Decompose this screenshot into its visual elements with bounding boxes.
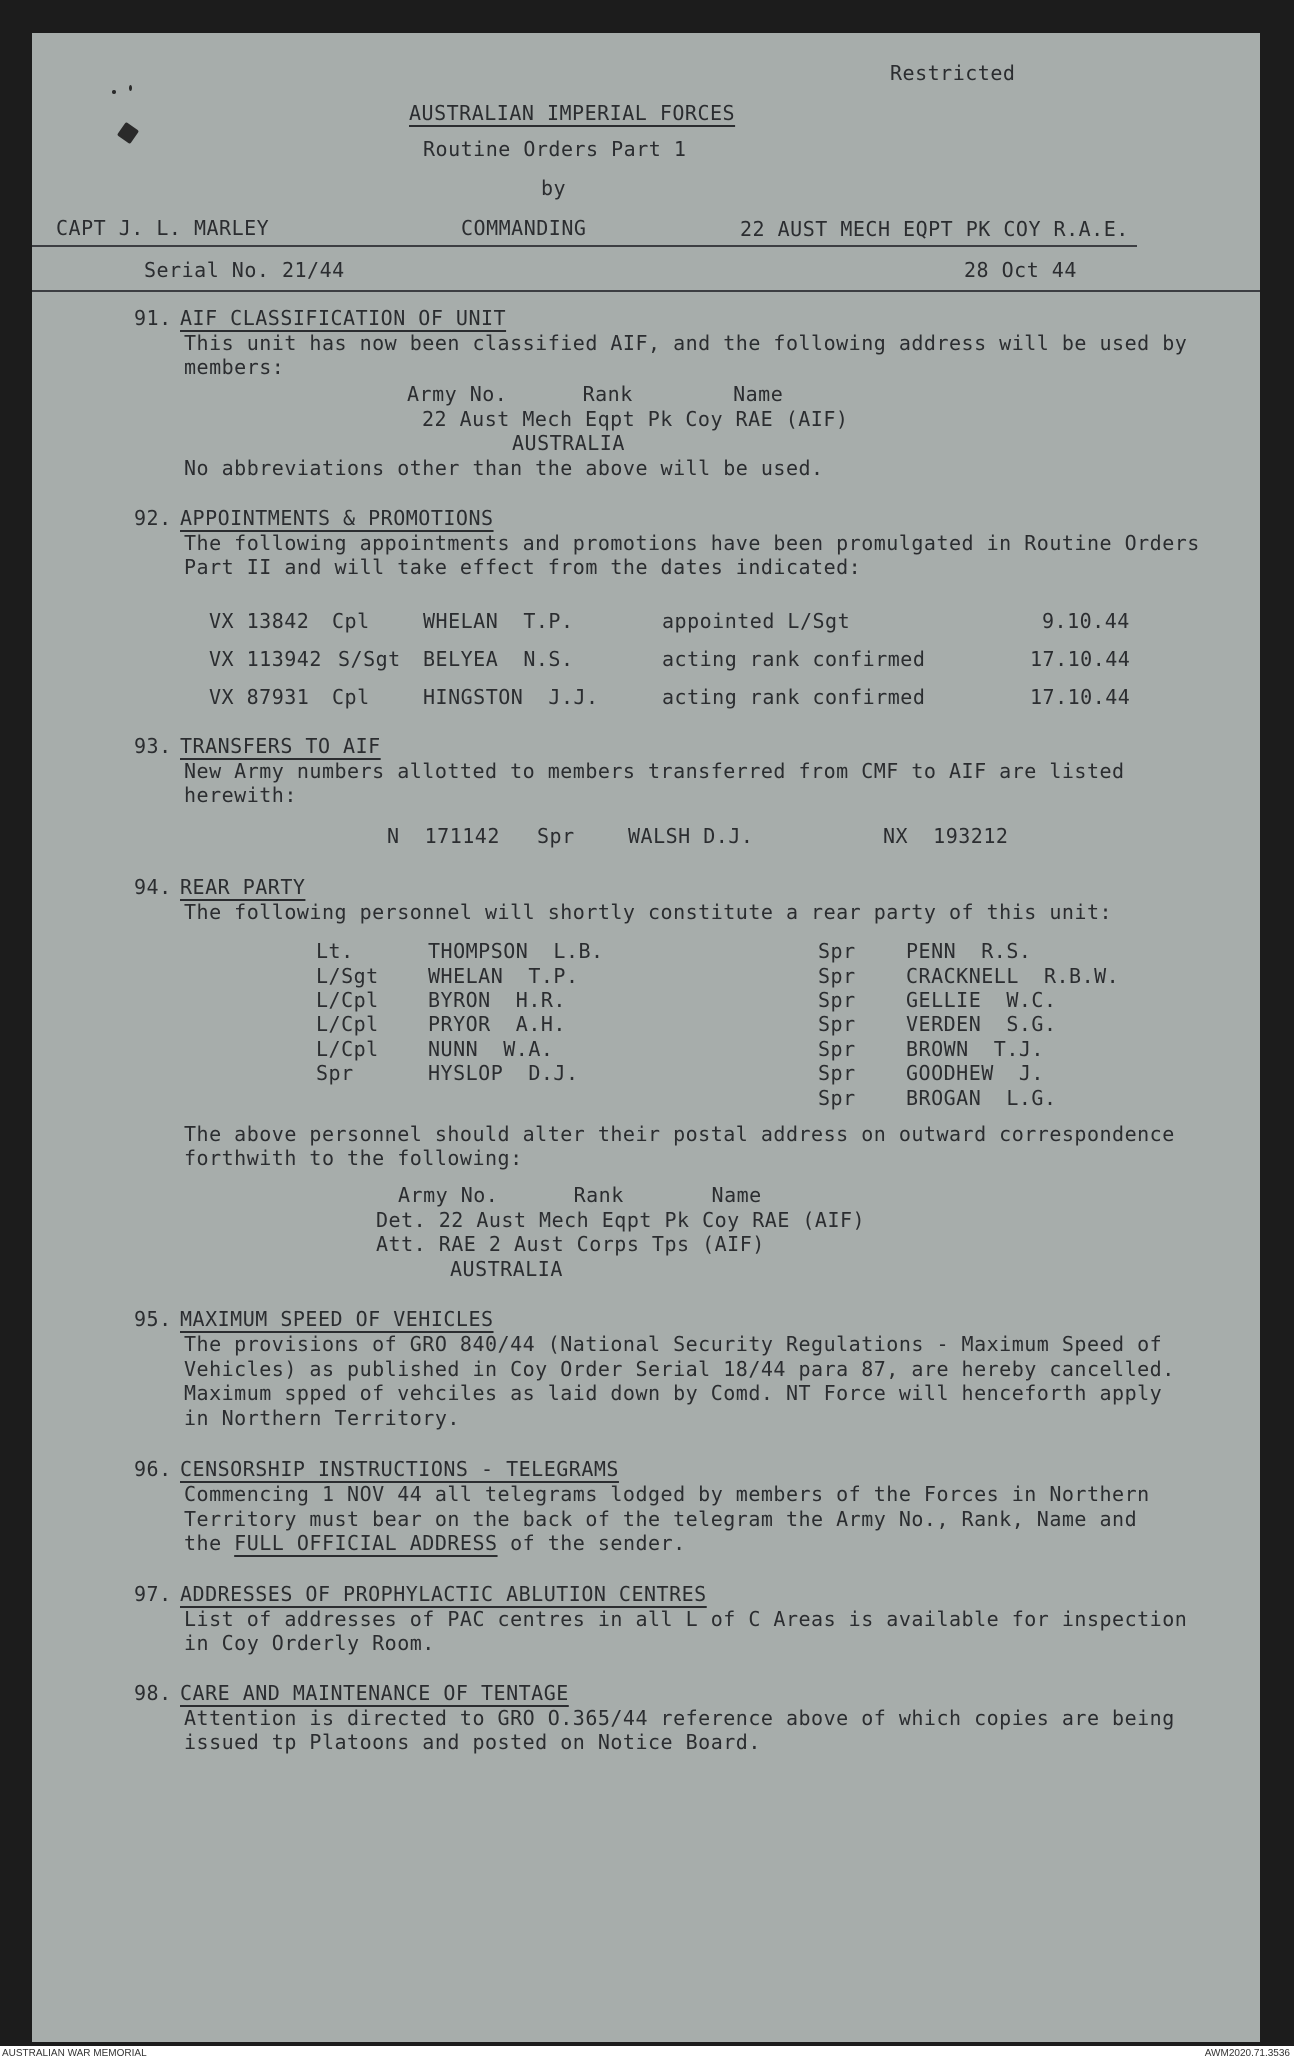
document-title: AUSTRALIAN IMPERIAL FORCES	[409, 101, 736, 125]
section-title: TRANSFERS TO AIF	[180, 734, 381, 758]
member-name: WHELAN T.P.	[428, 964, 579, 988]
header-rule	[32, 245, 1137, 247]
body-text: New Army numbers allotted to members transferred from CMF to AIF are listed	[184, 759, 1125, 783]
classification-label: Restricted	[890, 61, 1016, 85]
commanding-label: COMMANDING	[461, 216, 587, 240]
body-text: forthwith to the following:	[184, 1146, 523, 1170]
rank: L/Cpl	[316, 1012, 379, 1036]
text-fragment: the	[184, 1531, 235, 1555]
rank: Spr	[818, 1086, 856, 1110]
body-text: in Northern Territory.	[184, 1406, 460, 1430]
ink-speck	[129, 85, 132, 91]
member-name: THOMPSON L.B.	[428, 939, 604, 963]
effective-date: 9.10.44	[1042, 609, 1130, 633]
rank: Spr	[818, 1061, 856, 1085]
address-line: 22 Aust Mech Eqpt Pk Coy RAE (AIF)	[422, 407, 849, 431]
section-number: 91.	[134, 306, 172, 330]
member-name: PENN R.S.	[906, 939, 1032, 963]
archive-footer	[0, 2048, 1294, 2061]
rank: L/Sgt	[316, 964, 379, 988]
archive-name: AUSTRALIAN WAR MEMORIAL	[2, 2048, 147, 2059]
rank: Spr	[818, 1012, 856, 1036]
army-number: VX 113942	[209, 647, 322, 671]
body-text: members:	[184, 355, 285, 379]
rank: Spr	[818, 964, 856, 988]
body-text: This unit has now been classified AIF, and the following address will be used by	[184, 331, 1188, 355]
rank: Spr	[537, 824, 575, 848]
address-line: Det. 22 Aust Mech Eqpt Pk Coy RAE (AIF)	[376, 1208, 866, 1232]
body-text: in Coy Orderly Room.	[184, 1631, 435, 1655]
action: acting rank confirmed	[662, 685, 926, 709]
rank: Spr	[818, 988, 856, 1012]
ink-speck	[112, 90, 116, 94]
header-rule	[32, 290, 1260, 292]
member-name: VERDEN S.G.	[906, 1012, 1057, 1036]
address-line: Att. RAE 2 Aust Corps Tps (AIF)	[376, 1232, 765, 1256]
unit-name: 22 AUST MECH EQPT PK COY R.A.E.	[740, 217, 1129, 241]
old-army-number: N 171142	[387, 824, 500, 848]
by-label: by	[541, 176, 567, 200]
section-title: AIF CLASSIFICATION OF UNIT	[180, 306, 507, 330]
archive-reference: AWM2020.71.3536	[1204, 2048, 1290, 2059]
member-name: NUNN W.A.	[428, 1037, 554, 1061]
member-name: BROGAN L.G.	[906, 1086, 1057, 1110]
body-text: Part II and will take effect from the dates indicated:	[184, 555, 862, 579]
body-text: The following personnel will shortly constitute a rear party of this unit:	[184, 900, 1113, 924]
section-title: CENSORSHIP INSTRUCTIONS - TELEGRAMS	[180, 1457, 619, 1481]
rank: Cpl	[332, 609, 370, 633]
army-number: VX 87931	[209, 685, 310, 709]
member-name: CRACKNELL R.B.W.	[906, 964, 1120, 988]
member-name: WHELAN T.P.	[423, 609, 574, 633]
section-title: MAXIMUM SPEED OF VEHICLES	[180, 1307, 494, 1331]
member-name: WALSH D.J.	[628, 824, 754, 848]
section-title: ADDRESSES OF PROPHYLACTIC ABLUTION CENTRES	[180, 1582, 707, 1606]
officer-name: CAPT J. L. MARLEY	[56, 216, 270, 240]
text-fragment: of the sender.	[497, 1531, 686, 1555]
ink-mark	[117, 122, 139, 144]
rank: Spr	[818, 1037, 856, 1061]
effective-date: 17.10.44	[1030, 647, 1131, 671]
section-number: 95.	[134, 1307, 172, 1331]
member-name: HINGSTON J.J.	[423, 685, 599, 709]
body-text: issued tp Platoons and posted on Notice Board.	[184, 1730, 761, 1754]
section-number: 94.	[134, 875, 172, 899]
section-number: 97.	[134, 1582, 172, 1606]
member-name: GELLIE W.C.	[906, 988, 1057, 1012]
body-text: Attention is directed to GRO O.365/44 reference above of which copies are being	[184, 1706, 1175, 1730]
rank: Spr	[818, 939, 856, 963]
body-text-last	[184, 1531, 686, 1555]
action: acting rank confirmed	[662, 647, 926, 671]
action: appointed L/Sgt	[662, 609, 851, 633]
body-text: herewith:	[184, 783, 297, 807]
order-date: 28 Oct 44	[964, 258, 1077, 282]
address-line: Army No. Rank Name	[407, 382, 784, 406]
body-text: The provisions of GRO 840/44 (National Security Regulations - Maximum Speed of	[184, 1332, 1163, 1356]
address-line: AUSTRALIA	[512, 431, 625, 455]
rank: L/Cpl	[316, 988, 379, 1012]
member-name: PRYOR A.H.	[428, 1012, 566, 1036]
body-text: Territory must bear on the back of the telegram the Army No., Rank, Name and	[184, 1507, 1138, 1531]
rank: Lt.	[316, 939, 354, 963]
emphasis-text: FULL OFFICIAL ADDRESS	[234, 1531, 498, 1555]
section-number: 92.	[134, 506, 172, 530]
document-subtitle: Routine Orders Part 1	[423, 137, 687, 161]
effective-date: 17.10.44	[1030, 685, 1131, 709]
body-text: Vehicles) as published in Coy Order Serial 18/44 para 87, are hereby cancelled.	[184, 1357, 1175, 1381]
body-text: The above personnel should alter their postal address on outward correspondence	[184, 1122, 1175, 1146]
body-text: The following appointments and promotions have been promulgated in Routine Orders	[184, 531, 1200, 555]
section-number: 98.	[134, 1681, 172, 1705]
section-number: 93.	[134, 734, 172, 758]
new-army-number: NX 193212	[883, 824, 1009, 848]
rank: L/Cpl	[316, 1037, 379, 1061]
member-name: HYSLOP D.J.	[428, 1061, 579, 1085]
member-name: GOODHEW J.	[906, 1061, 1044, 1085]
rank: S/Sgt	[338, 647, 401, 671]
section-title: APPOINTMENTS & PROMOTIONS	[180, 506, 494, 530]
section-title: CARE AND MAINTENANCE OF TENTAGE	[180, 1681, 569, 1705]
address-line: Army No. Rank Name	[398, 1183, 762, 1207]
rank: Spr	[316, 1061, 354, 1085]
body-text: Commencing 1 NOV 44 all telegrams lodged by members of the Forces in Northern	[184, 1482, 1150, 1506]
address-line: AUSTRALIA	[450, 1257, 563, 1281]
body-text: List of addresses of PAC centres in all L of C Areas is available for inspection	[184, 1607, 1188, 1631]
member-name: BROWN T.J.	[906, 1037, 1044, 1061]
member-name: BELYEA N.S.	[423, 647, 574, 671]
document-page	[32, 33, 1260, 2042]
member-name: BYRON H.R.	[428, 988, 566, 1012]
body-text: Maximum spped of vehciles as laid down by Comd. NT Force will henceforth apply	[184, 1381, 1163, 1405]
body-text: No abbreviations other than the above will be used.	[184, 456, 824, 480]
army-number: VX 13842	[209, 609, 310, 633]
serial-number: Serial No. 21/44	[144, 258, 345, 282]
section-number: 96.	[134, 1457, 172, 1481]
rank: Cpl	[332, 685, 370, 709]
section-title: REAR PARTY	[180, 875, 306, 899]
